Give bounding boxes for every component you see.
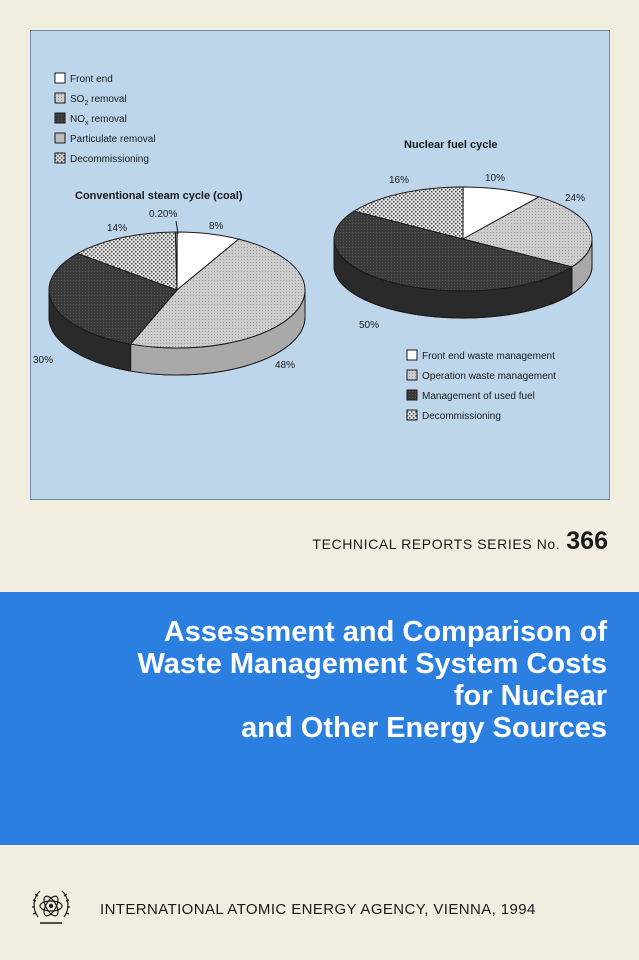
title-line-4: and Other Energy Sources bbox=[241, 712, 607, 744]
legend-coal-swatch-3 bbox=[55, 133, 65, 143]
pie-coal bbox=[33, 190, 305, 375]
legend-coal-label-1: $SO_2$ removal bbox=[70, 94, 127, 107]
title-line-2: Waste Management System Costs bbox=[137, 648, 607, 680]
series-label: TECHNICAL REPORTS SERIES No. bbox=[312, 536, 561, 552]
legend-coal-label-2: $NO_x$ removal bbox=[70, 114, 127, 127]
legend-nuclear-label-2: Management of used fuel bbox=[422, 391, 535, 402]
legend-nuclear bbox=[407, 350, 556, 422]
legend-coal-label-3: Particulate removal bbox=[70, 134, 156, 145]
legend-coal-swatch-0 bbox=[55, 73, 65, 83]
legend-nuclear-swatch-0 bbox=[407, 350, 417, 360]
legend-nuclear-label-0: Front end waste management bbox=[422, 351, 555, 362]
pie-coal-value-label-2: 30% bbox=[33, 355, 54, 366]
pie-coal-value-label-1: 48% bbox=[275, 360, 296, 371]
legend-nuclear-label-1: Operation waste management bbox=[422, 371, 556, 382]
pie-charts bbox=[31, 31, 611, 501]
pie-nuclear-title: Nuclear fuel cycle bbox=[404, 139, 498, 151]
series-line bbox=[0, 527, 608, 556]
pie-coal-value-label-0: 8% bbox=[209, 221, 224, 232]
title-band bbox=[0, 592, 639, 845]
legend-coal-swatch-2 bbox=[55, 113, 65, 123]
pie-nuclear bbox=[334, 139, 592, 331]
pie-nuclear-value-label-2: 50% bbox=[359, 320, 380, 331]
legend-nuclear-label-3: Decommissioning bbox=[422, 411, 501, 422]
legend-coal-label-4: Decommissioning bbox=[70, 154, 149, 165]
pie-nuclear-value-label-3: 16% bbox=[389, 175, 410, 186]
legend-coal-label-0: Front end bbox=[70, 74, 113, 85]
legend-nuclear-swatch-3 bbox=[407, 410, 417, 420]
legend-nuclear-swatch-2 bbox=[407, 390, 417, 400]
chart-panel bbox=[30, 30, 610, 500]
pie-nuclear-value-label-0: 10% bbox=[485, 173, 506, 184]
title-line-1: Assessment and Comparison of bbox=[163, 616, 607, 648]
legend-coal-swatch-4 bbox=[55, 153, 65, 163]
pie-coal-title: Conventional steam cycle (coal) bbox=[75, 190, 243, 202]
iaea-emblem-icon bbox=[30, 885, 72, 929]
legend-coal-swatch-1 bbox=[55, 93, 65, 103]
series-number: 366 bbox=[566, 527, 608, 555]
legend-coal bbox=[55, 73, 156, 165]
pie-coal-value-label-3: 14% bbox=[107, 223, 128, 234]
pie-coal-value-label-4: 0.20% bbox=[149, 209, 178, 220]
title-line-3: for Nuclear bbox=[453, 680, 607, 712]
legend-nuclear-swatch-1 bbox=[407, 370, 417, 380]
publisher-line: INTERNATIONAL ATOMIC ENERGY AGENCY, VIENNA, 1994 bbox=[100, 901, 536, 918]
pie-nuclear-value-label-1: 24% bbox=[565, 193, 586, 204]
